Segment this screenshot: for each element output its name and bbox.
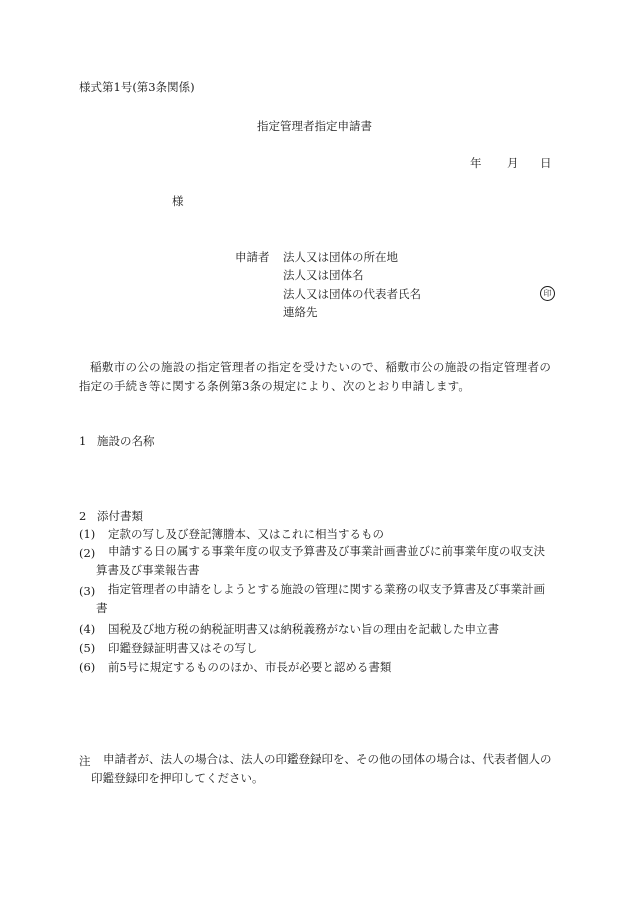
item-number: (5) (79, 641, 96, 655)
item-text: 定款の写し及び登記簿謄本、又はこれに相当するもの (108, 527, 384, 541)
item-text: 前5号に規定するもののほか、市長が必要と認める書類 (108, 660, 392, 674)
item-text: 指定管理者の申請をしようとする施設の管理に関する業務の収支予算書及び事業計画書 (96, 582, 545, 615)
item-number: (4) (79, 622, 96, 636)
item-number: (6) (79, 660, 96, 674)
addressee-suffix: 様 (172, 194, 184, 208)
applicant-address: 法人又は団体の所在地 (283, 250, 398, 264)
item-number: (1) (79, 527, 96, 541)
item-number: (2) (79, 546, 96, 560)
applicant-representative: 法人又は団体の代表者氏名 (283, 287, 421, 301)
applicant-name: 法人又は団体名 (283, 268, 364, 282)
date-month: 月 (507, 156, 519, 170)
applicant-label: 申請者 (235, 250, 270, 264)
applicant-contact: 連絡先 (283, 305, 318, 319)
note-label: 注 (79, 754, 91, 768)
body-paragraph: 稲敷市の公の施設の指定管理者の指定を受けたいので、稲敷市公の施設の指定管理者の指定の手続き等に関する条例第3条の規定により、次のとおり申請します。 (79, 360, 551, 393)
item-text: 国税及び地方税の納税証明書又は納税義務がない旨の理由を記載した申立書 (108, 622, 499, 636)
date-year: 年 (470, 156, 482, 170)
section-2-title: 添付書類 (97, 509, 143, 523)
item-number: (3) (79, 584, 96, 598)
document-title: 指定管理者指定申請書 (257, 119, 372, 133)
seal-mark: 印 (540, 286, 555, 301)
section-1-title: 施設の名称 (97, 434, 155, 448)
item-text: 印鑑登録証明書又はその写し (108, 641, 258, 655)
form-number: 様式第1号(第3条関係) (79, 80, 195, 94)
item-text: 申請する日の属する事業年度の収支予算書及び事業計画書並びに前事業年度の収支決算書及び事業報告書 (96, 544, 545, 577)
section-1-number: 1 (79, 434, 87, 448)
date-day: 日 (540, 156, 552, 170)
section-2-number: 2 (79, 509, 87, 523)
note-text: 申請者が、法人の場合は、法人の印鑑登録印を、その他の団体の場合は、代表者個人の印鑑登録印を押印してください。 (91, 752, 552, 785)
